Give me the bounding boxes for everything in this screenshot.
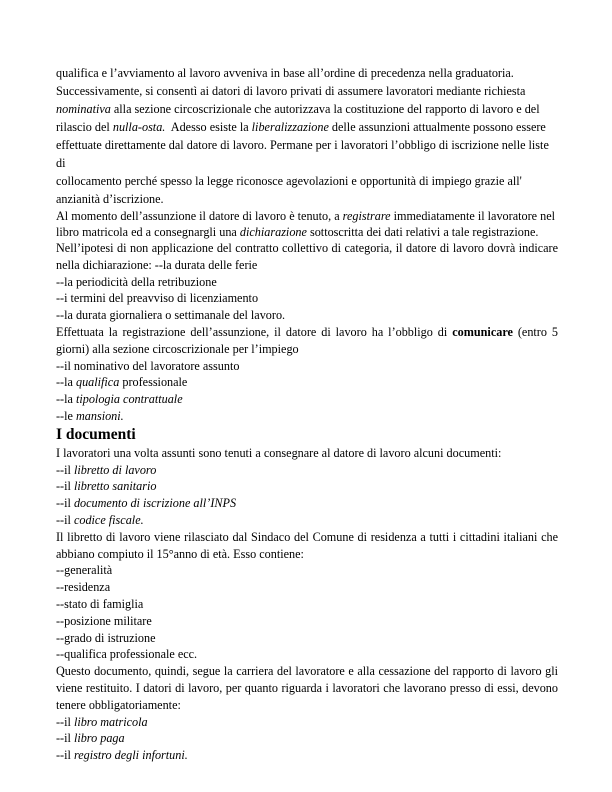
text-run: alla sezione circoscrizionale che autorizzava la costituzione del rapporto di lavoro e del	[110, 102, 540, 116]
list-item: --la durata giornaliera o settimanale del lavoro.	[56, 308, 286, 323]
list-item	[56, 462, 558, 479]
text-run: --la	[56, 392, 76, 407]
list-item: --generalità	[56, 563, 113, 578]
text-run: --la	[56, 375, 76, 390]
italic-text: qualifica	[75, 375, 120, 390]
text-line	[56, 118, 558, 136]
text-run: sottoscritta dei dati relativi a tale registrazione.	[306, 225, 539, 239]
list-item: --il nominativo del lavoratore assunto	[56, 358, 240, 373]
text-run: immediatamente il lavoratore nel libro matricola ed a consegnargli una	[56, 209, 555, 239]
italic-text: libretto sanitario	[73, 479, 157, 494]
italic-text: documento di iscrizione all’INPS	[73, 496, 237, 511]
italic-text: tipologia contrattuale	[75, 392, 183, 407]
text-run: --il	[56, 479, 74, 494]
list-item	[56, 747, 558, 764]
bold-text: comunicare	[452, 324, 513, 339]
list-item	[56, 495, 558, 512]
text-run: --il	[56, 748, 74, 763]
list-item: --residenza	[56, 580, 111, 595]
text-run: (entro 5 giorni) alla sezione circoscrizionale per l’impiego	[56, 324, 558, 356]
text-run: delle assunzioni attualmente possono essere	[328, 120, 546, 134]
text-run: Effettuata la registrazione dell’assunzione, il datore di lavoro ha l’obbligo di	[56, 324, 453, 339]
text-run: Adesso esiste la	[165, 120, 252, 134]
paragraph-carriera: Questo documento, quindi, segue la carriera del lavoratore e alla cessazione del rapporto di lavoro gli viene restituito. I datori di lavoro, per quanto riguarda i lavoratori che lavorano presso di essi, devono tenere obbligatoriamente:	[56, 664, 558, 712]
italic-text: dichiarazione	[239, 225, 307, 239]
paragraph-documenti: I lavoratori una volta assunti sono tenuti a consegnare al datore di lavoro alcuni documenti:	[56, 445, 502, 460]
text-run: --il	[56, 714, 74, 729]
text-run: collocamento perché spesso la legge riconosce agevolazioni e opportunità di impiego grazie all'	[56, 174, 522, 188]
list-item	[56, 374, 558, 391]
text-column	[56, 64, 558, 764]
text-run: professionale	[119, 375, 188, 390]
list-item: --i termini del preavviso di licenziamento	[56, 291, 259, 306]
text-run: anzianità d’iscrizione.	[56, 192, 164, 206]
text-line	[56, 172, 558, 190]
text-line	[56, 82, 558, 100]
text-run: Successivamente, si consentì ai datori di lavoro privati di assumere lavoratori mediante richiesta	[56, 84, 526, 98]
paragraph-comunicazione	[56, 324, 558, 358]
list-item: --qualifica professionale ecc.	[56, 647, 198, 662]
italic-text: libro matricola	[73, 714, 148, 729]
text-run: --il	[56, 512, 74, 527]
paragraph-libretto: Il libretto di lavoro viene rilasciato dal Sindaco del Comune di residenza a tutti i cittadini italiani che abbiano compiuto il 15°anno di età. Esso contiene:	[56, 529, 558, 561]
italic-text: codice fiscale.	[73, 512, 144, 527]
italic-text: mansioni.	[75, 408, 124, 423]
list-item: --la periodicità della retribuzione	[56, 274, 217, 289]
text-line	[56, 136, 558, 172]
list-item	[56, 714, 558, 731]
list-item: --stato di famiglia	[56, 596, 144, 611]
list-item: --posizione militare	[56, 613, 152, 628]
italic-text: nominativa	[56, 102, 111, 116]
text-run: qualifica e l’avviamento al lavoro avveniva in base all’ordine di precedenza nella graduatoria.	[56, 66, 514, 80]
paragraph-registrazione	[56, 208, 558, 240]
text-run: rilascio del	[56, 120, 113, 134]
list-item	[56, 730, 558, 747]
text-run: --il	[56, 496, 74, 511]
italic-text: registrare	[342, 209, 391, 223]
italic-text: liberalizzazione	[251, 120, 329, 134]
italic-text: libro paga	[73, 731, 125, 746]
italic-text: registro degli infortuni.	[73, 748, 188, 763]
list-item	[56, 408, 558, 425]
text-line	[56, 64, 558, 82]
italic-text: nulla-osta.	[112, 120, 166, 134]
list-item	[56, 512, 558, 529]
paragraph-graduatoria	[56, 64, 558, 208]
text-run: --il	[56, 462, 74, 477]
text-run: --il	[56, 731, 74, 746]
text-line	[56, 100, 558, 118]
section-heading: I documenti	[56, 425, 136, 443]
list-item	[56, 391, 558, 408]
list-item: --grado di istruzione	[56, 630, 156, 645]
list-item	[56, 478, 558, 495]
italic-text: libretto di lavoro	[73, 462, 157, 477]
paragraph-dichiarazione: Nell’ipotesi di non applicazione del contratto collettivo di categoria, il datore di lavoro dovrà indicare nella dichiarazione: --la durata delle ferie	[56, 241, 558, 272]
text-run: effettuate direttamente dal datore di lavoro. Permane per i lavoratori l’obbligo di iscrizione nelle liste di	[56, 138, 549, 170]
text-run: --le	[56, 408, 76, 423]
text-run: Al momento dell’assunzione il datore di lavoro è tenuto, a	[56, 209, 343, 223]
text-line	[56, 190, 558, 208]
